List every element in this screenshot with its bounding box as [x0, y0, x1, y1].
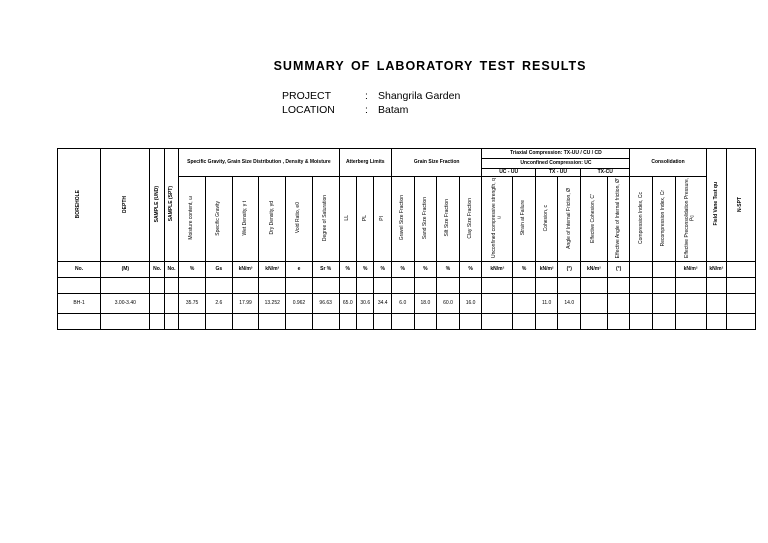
report-title: SUMMARY OF LABORATORY TEST RESULTS	[273, 59, 587, 73]
sample-und-header: SAMPLE (UND)	[150, 149, 164, 262]
unit-cell: (°)	[607, 262, 630, 278]
gs-header: Specific Gravity	[205, 177, 232, 262]
table-cell	[535, 278, 558, 294]
pc-header: Effective Preconsolidation Pressure, Pc	[675, 177, 706, 262]
unit-cell: kN/m²	[535, 262, 558, 278]
table-cell	[581, 314, 608, 330]
table-cell	[357, 314, 374, 330]
table-cell: 14.0	[558, 294, 581, 314]
table-cell	[513, 314, 536, 330]
table-cell: BH-1	[58, 294, 101, 314]
unit-cell: %	[179, 262, 206, 278]
table-cell	[150, 294, 164, 314]
table-cell	[706, 278, 727, 294]
unit-cell: %	[374, 262, 391, 278]
unit-cell: %	[391, 262, 414, 278]
table-cell	[150, 278, 164, 294]
consolidation-group-header: Consolidation	[630, 149, 706, 177]
friction-header: Angle of Internal Friction, Ø	[558, 177, 581, 262]
table-cell	[607, 314, 630, 330]
table-cell: 2.6	[205, 294, 232, 314]
units-row	[58, 262, 756, 278]
table-cell	[482, 294, 513, 314]
table-cell	[459, 314, 482, 330]
table-cell	[414, 314, 437, 330]
table-cell	[179, 314, 206, 330]
table-cell: 11.0	[535, 294, 558, 314]
table-cell: 0.962	[286, 294, 313, 314]
triaxial-group-header: Triaxial Compression: TX-UU / CU / CD	[482, 149, 630, 159]
table-cell	[164, 278, 178, 294]
unit-cell: kN/m³	[259, 262, 286, 278]
lab-results-table	[57, 148, 756, 330]
uc-uu-header: UC - UU	[482, 169, 535, 177]
location-label: LOCATION	[282, 104, 335, 116]
unit-cell: No.	[58, 262, 101, 278]
unit-cell: %	[459, 262, 482, 278]
void-ratio-header: Void Ratio, e0	[286, 177, 313, 262]
table-cell	[101, 314, 150, 330]
unit-cell: kN/m²	[706, 262, 727, 278]
location-value: Batam	[378, 104, 409, 116]
strain-header: Strain at Failure	[513, 177, 536, 262]
eff-cohesion-header: Effective Cohesion, C'	[581, 177, 608, 262]
table-cell	[286, 278, 313, 294]
table-cell	[391, 278, 414, 294]
table-cell	[513, 278, 536, 294]
unit-cell: No.	[164, 262, 178, 278]
table-row	[58, 294, 756, 314]
table-cell	[232, 314, 259, 330]
table-cell	[558, 278, 581, 294]
gravel-header: Gravel Size Fraction	[391, 177, 414, 262]
tx-uu-header: TX - UU	[535, 169, 580, 177]
table-cell: 60.0	[437, 294, 460, 314]
location-separator: :	[365, 104, 368, 116]
header-row-1	[58, 149, 756, 159]
table-row	[58, 314, 756, 330]
table-cell	[437, 278, 460, 294]
unit-cell: No.	[150, 262, 164, 278]
project-line	[282, 90, 460, 102]
pi-header: PI	[374, 177, 391, 262]
table-cell	[391, 314, 414, 330]
table-cell	[312, 278, 339, 294]
table-cell	[150, 314, 164, 330]
table-cell: 3.00-3.40	[101, 294, 150, 314]
unit-cell: %	[513, 262, 536, 278]
unit-cell: Gs	[205, 262, 232, 278]
unit-cell: %	[437, 262, 460, 278]
project-label: PROJECT	[282, 90, 332, 102]
grain-group-header: Grain Size Fraction	[391, 149, 481, 177]
clay-header: Clay Size Fraction	[459, 177, 482, 262]
table-cell	[706, 314, 727, 330]
table-cell	[459, 278, 482, 294]
unit-cell	[630, 262, 653, 278]
unconfined-strength-header: Unconfined compressive strength, q u	[482, 177, 513, 262]
table-cell	[232, 278, 259, 294]
table-cell	[205, 278, 232, 294]
table-cell	[675, 294, 706, 314]
sand-header: Sand Size Fraction	[414, 177, 437, 262]
tx-cu-header: TX-CU	[581, 169, 630, 177]
table-cell	[653, 314, 676, 330]
table-cell	[205, 314, 232, 330]
gravity-group-header: Specific Gravity, Grain Size Distribution , Density & Moisture	[179, 149, 339, 177]
project-value: Shangrila Garden	[378, 90, 461, 102]
table-cell: 65.0	[339, 294, 356, 314]
table-cell	[607, 278, 630, 294]
unit-cell: (M)	[101, 262, 150, 278]
table-cell	[727, 278, 756, 294]
table-cell	[675, 314, 706, 330]
table-cell	[374, 314, 391, 330]
table-cell	[675, 278, 706, 294]
ll-header: LL	[339, 177, 356, 262]
table-cell	[58, 278, 101, 294]
atterberg-group-header: Atterberg Limits	[339, 149, 391, 177]
unit-cell	[727, 262, 756, 278]
table-cell	[607, 294, 630, 314]
cr-header: Recompression Index, Cr	[653, 177, 676, 262]
cc-header: Compression Index, Cc	[630, 177, 653, 262]
table-cell: 30.6	[357, 294, 374, 314]
unit-cell: kN/m²	[581, 262, 608, 278]
wet-density-header: Wet Density, γ t	[232, 177, 259, 262]
nspt-header: N-SPT	[727, 149, 756, 262]
dry-density-header: Dry Density, γd	[259, 177, 286, 262]
borehole-header: BOREHOLE	[58, 149, 101, 262]
table-cell	[653, 294, 676, 314]
table-cell: 13.252	[259, 294, 286, 314]
pl-header: PL	[357, 177, 374, 262]
table-cell	[558, 314, 581, 330]
table-cell	[437, 314, 460, 330]
table-cell	[482, 278, 513, 294]
location-line	[282, 104, 408, 116]
table-cell: 35.75	[179, 294, 206, 314]
saturation-header: Degree of Saturation	[312, 177, 339, 262]
unit-cell: kN/m²	[675, 262, 706, 278]
moisture-header: Moisture content, ω	[179, 177, 206, 262]
unit-cell: %	[357, 262, 374, 278]
unit-cell: e	[286, 262, 313, 278]
table-cell: 6.0	[391, 294, 414, 314]
unconfined-group-header: Unconfined Compression: UC	[482, 159, 630, 169]
unit-cell: (°)	[558, 262, 581, 278]
sample-spt-header: SAMPLE (SPT)	[164, 149, 178, 262]
table-cell	[339, 278, 356, 294]
table-cell	[357, 278, 374, 294]
table-cell	[630, 278, 653, 294]
table-cell	[727, 294, 756, 314]
table-cell: 96.63	[312, 294, 339, 314]
table-cell	[339, 314, 356, 330]
table-cell	[101, 278, 150, 294]
table-cell	[581, 294, 608, 314]
unit-cell: Sr %	[312, 262, 339, 278]
table-cell: 34.4	[374, 294, 391, 314]
table-cell	[482, 314, 513, 330]
table-cell	[727, 314, 756, 330]
table-cell	[653, 278, 676, 294]
table-cell	[164, 294, 178, 314]
unit-cell: %	[339, 262, 356, 278]
table-cell	[630, 314, 653, 330]
table-row	[58, 278, 756, 294]
unit-cell: kN/m²	[482, 262, 513, 278]
table-cell: 17.99	[232, 294, 259, 314]
table-cell	[58, 314, 101, 330]
table-cell	[164, 314, 178, 330]
table-cell	[286, 314, 313, 330]
table-cell: 16.0	[459, 294, 482, 314]
table-cell	[179, 278, 206, 294]
project-separator: :	[365, 90, 368, 102]
vane-header: Field Vane Test qu	[706, 149, 727, 262]
eff-friction-header: Effective Angle of Internal friction, Ø'	[607, 177, 630, 262]
table-cell	[706, 294, 727, 314]
cohesion-header: Cohesion, c	[535, 177, 558, 262]
table-cell	[513, 294, 536, 314]
depth-header: DEPTH	[101, 149, 150, 262]
table-cell	[535, 314, 558, 330]
table-cell	[312, 314, 339, 330]
unit-cell: kN/m³	[232, 262, 259, 278]
unit-cell	[653, 262, 676, 278]
table-cell	[259, 314, 286, 330]
unit-cell: %	[414, 262, 437, 278]
silt-header: Silt Size Fraction	[437, 177, 460, 262]
table-cell: 18.0	[414, 294, 437, 314]
table-cell	[581, 278, 608, 294]
table-cell	[374, 278, 391, 294]
table-cell	[630, 294, 653, 314]
table-cell	[259, 278, 286, 294]
table-cell	[414, 278, 437, 294]
